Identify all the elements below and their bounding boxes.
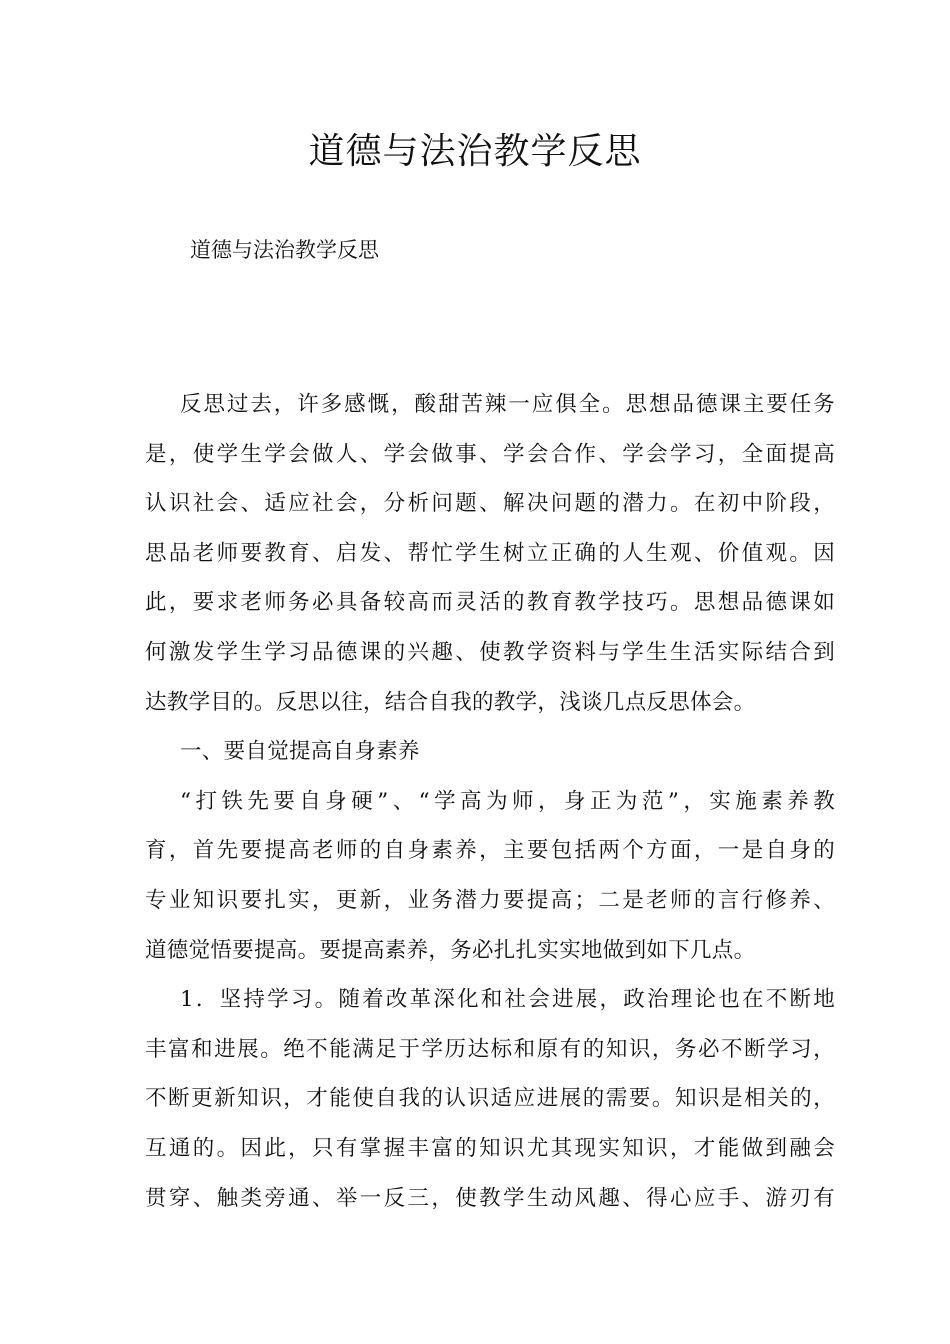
- paragraph-line: 此，要求老师务必具备较高而灵活的教育教学技巧。思想品德课如: [145, 590, 835, 616]
- paragraph-line: 专业知识要扎实，更新，业务潜力要提高；二是老师的言行修养、: [145, 887, 835, 913]
- paragraph-line: 1．坚持学习。随着改革深化和社会进展，政治理论也在不断地: [180, 987, 835, 1013]
- paragraph-line: “打铁先要自身硬”、“学高为师，身正为范”，实施素养教: [180, 788, 835, 814]
- paragraph-line: 不断更新知识，才能使自我的认识适应进展的需要。知识是相关的，: [145, 1086, 835, 1112]
- paragraph-line: 达教学目的。反思以往，结合自我的教学，浅谈几点反思体会。: [145, 689, 756, 715]
- paragraph-line: 丰富和进展。绝不能满足于学历达标和原有的知识，务必不断学习，: [145, 1036, 835, 1062]
- section-heading: 一、要自觉提高自身素养: [180, 739, 420, 765]
- document-subtitle: 道德与法治教学反思: [190, 238, 379, 262]
- paragraph-line: 育，首先要提高老师的自身素养，主要包括两个方面，一是自身的: [145, 838, 835, 864]
- paragraph-line: 互通的。因此，只有掌握丰富的知识尤其现实知识，才能做到融会: [145, 1135, 835, 1161]
- paragraph-line: 道德觉悟要提高。要提高素养，务必扎扎实实地做到如下几点。: [145, 937, 756, 963]
- document-body: [145, 380, 835, 1223]
- paragraph-line: 反思过去，许多感慨，酸甜苦辣一应俱全。思想品德课主要任务: [180, 392, 835, 417]
- paragraph-line: 何激发学生学习品德课的兴趣、使教学资料与学生生活实际结合到: [145, 639, 835, 665]
- paragraph-line: 是，使学生学会做人、学会做事、学会合作、学会学习，全面提高: [145, 441, 835, 467]
- paragraph-line: 思品老师要教育、启发、帮忙学生树立正确的人生观、价值观。因: [145, 540, 835, 566]
- document-title: 道德与法治教学反思: [308, 131, 642, 172]
- paragraph-line: 贯穿、触类旁通、举一反三，使教学生动风趣、得心应手、游刃有: [145, 1185, 835, 1211]
- paragraph-line: 认识社会、适应社会，分析问题、解决问题的潜力。在初中阶段，: [145, 491, 835, 517]
